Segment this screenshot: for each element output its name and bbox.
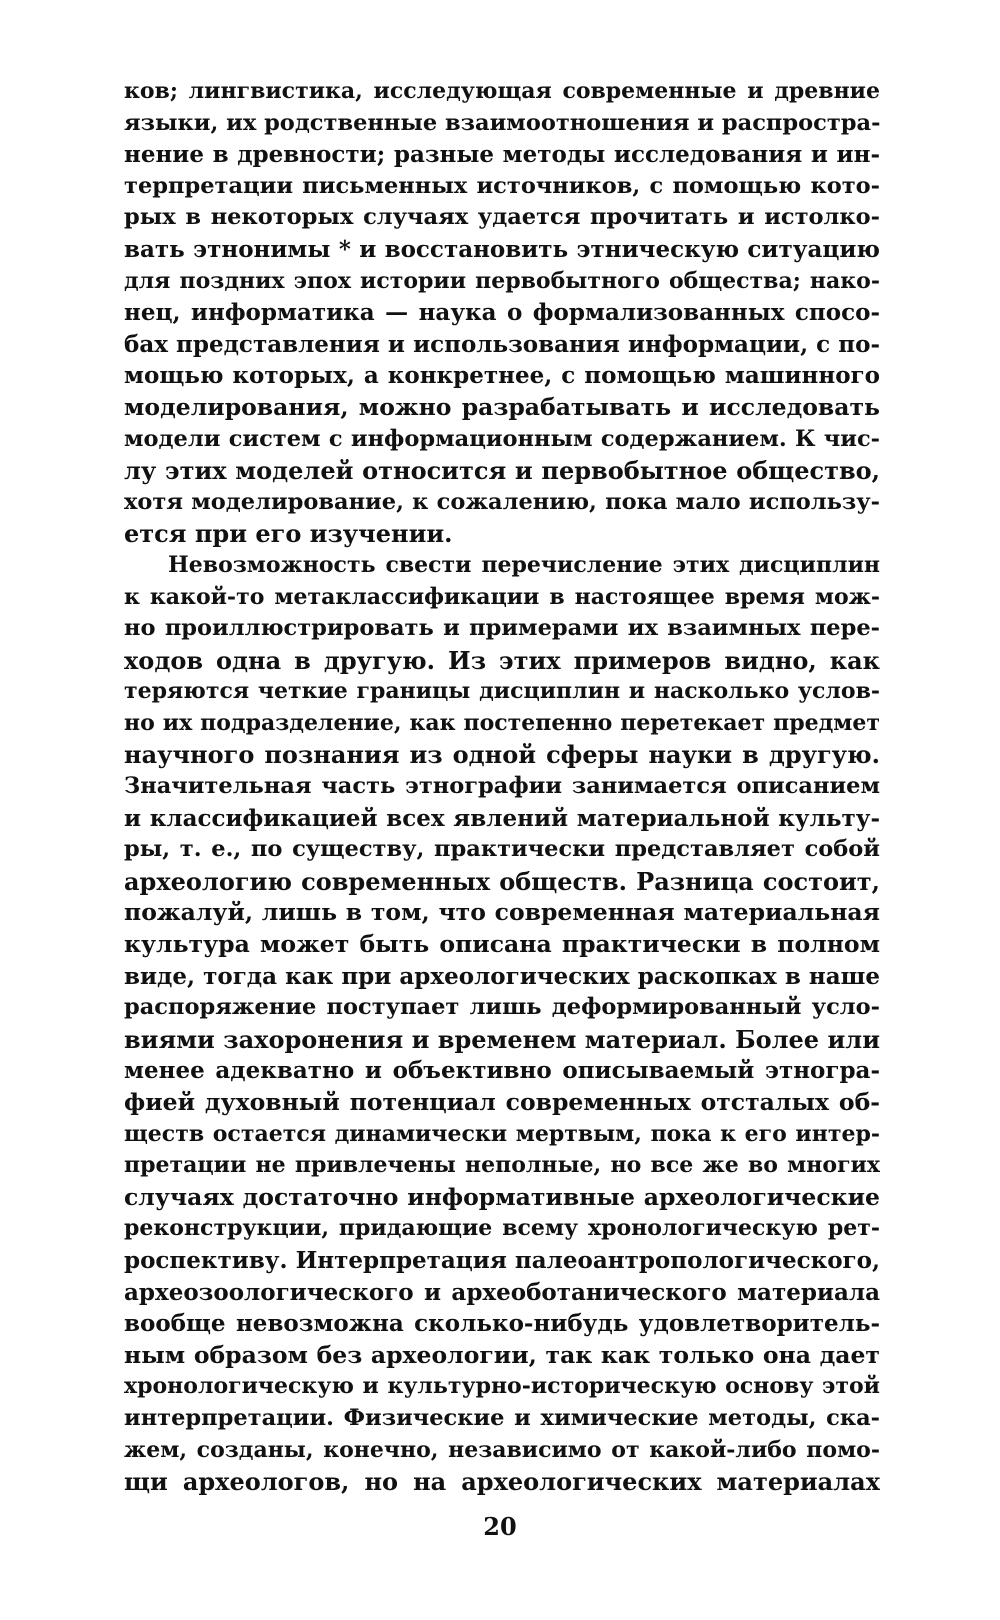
text-line: реконструкции, придающие всему хронологическую рет- [124,1215,880,1242]
text-line: роспективу. Интерпретация палеоантропологического, [124,1246,880,1274]
text-line: Значительная часть этнографии занимается описанием [124,773,880,800]
text-line: терпретации письменных источников, с помощью кото- [124,172,880,199]
text-line: модели систем с информационным содержанием. К чис- [124,425,880,452]
text-line: хотя моделирование, к сожалению, пока мало использу- [124,488,880,515]
text-line: мощью которых, а конкретнее, с помощью машинного [124,362,880,390]
text-line: вать этнонимы * и восстановить этническую ситуацию [124,235,880,263]
paragraph [124,550,880,1498]
text-line: культура может быть описана практически в полном [124,930,880,959]
text-line: пожалуй, лишь в том, что современная материальная [124,898,880,927]
text-line: щи археологов, но на археологических материалах [124,1467,880,1497]
text-line: к какой-то метаклассификации в настоящее время мож- [124,583,880,610]
text-line: для поздних эпох истории первобытного общества; нако- [124,267,880,294]
text-line: претации не привлечены неполные, но все же во многих [124,1152,880,1179]
text-line: но проиллюстрировать и примерами их взаимных пере- [124,615,880,642]
text-line: теряются четкие границы дисциплин и насколько услов- [124,678,880,705]
text-line: но их подразделение, как постепенно перетекает предмет [124,709,880,736]
page-number: 20 [483,1512,517,1541]
text-line: жем, созданы, конечно, независимо от какой-либо помо- [124,1436,880,1463]
text-line: фией духовный потенциал современных отсталых об- [124,1088,880,1116]
text-line: распоряжение поступает лишь деформированный усло- [124,994,880,1021]
text-line: научного познания из одной сферы науки в другую. [124,740,880,770]
text-line: нение в древности; разные методы исследования и ин- [124,141,880,169]
text-line: хронологическую и культурно-историческую основу этой [124,1373,880,1400]
paragraph [124,76,880,550]
body-text [124,76,880,1498]
text-line: бах представления и использования информации, с по- [124,330,880,358]
text-line: ходов одна в другую. Из этих примеров видно, как [124,645,880,675]
text-line: интерпретации. Физические и химические методы, ска- [124,1404,880,1431]
text-line: лу этих моделей относится и первобытное общество, [124,456,880,486]
text-line: рых в некоторых случаях удается прочитать и истолко- [124,204,880,231]
text-line: ры, т. е., по существу, практически представляет собой [124,836,880,863]
text-line: вообще невозможна сколько-нибудь удовлетворитель- [124,1310,880,1338]
text-line: и классификацией всех явлений материальной культу- [124,804,880,832]
text-line: языки, их родственные взаимоотношения и распростра- [124,109,880,136]
text-line: ется при его изучении. [124,519,453,549]
text-line: ков; лингвистика, исследующая современные и древние [124,78,880,104]
text-line: менее адекватно и объективно описываемый этногра- [124,1057,880,1085]
text-line: ществ остается динамически мертвым, пока к его интер- [124,1120,880,1147]
text-line: моделирования, можно разрабатывать и исследовать [124,392,880,421]
text-line: археологию современных обществ. Разница состоит, [124,866,880,896]
text-line: ным образом без археологии, так как только она дает [124,1340,880,1369]
text-line: виде, тогда как при археологических раскопках в наше [124,962,880,990]
text-line: археозоологического и археоботанического материала [124,1278,880,1306]
text-line: Невозможность свести перечисление этих дисциплин [168,551,880,578]
text-line: виями захоронения и временем материал. Более или [124,1024,880,1054]
text-line: случаях достаточно информативные археологические [124,1182,880,1211]
text-line: нец, информатика — наука о формализованных спосо- [124,299,880,327]
